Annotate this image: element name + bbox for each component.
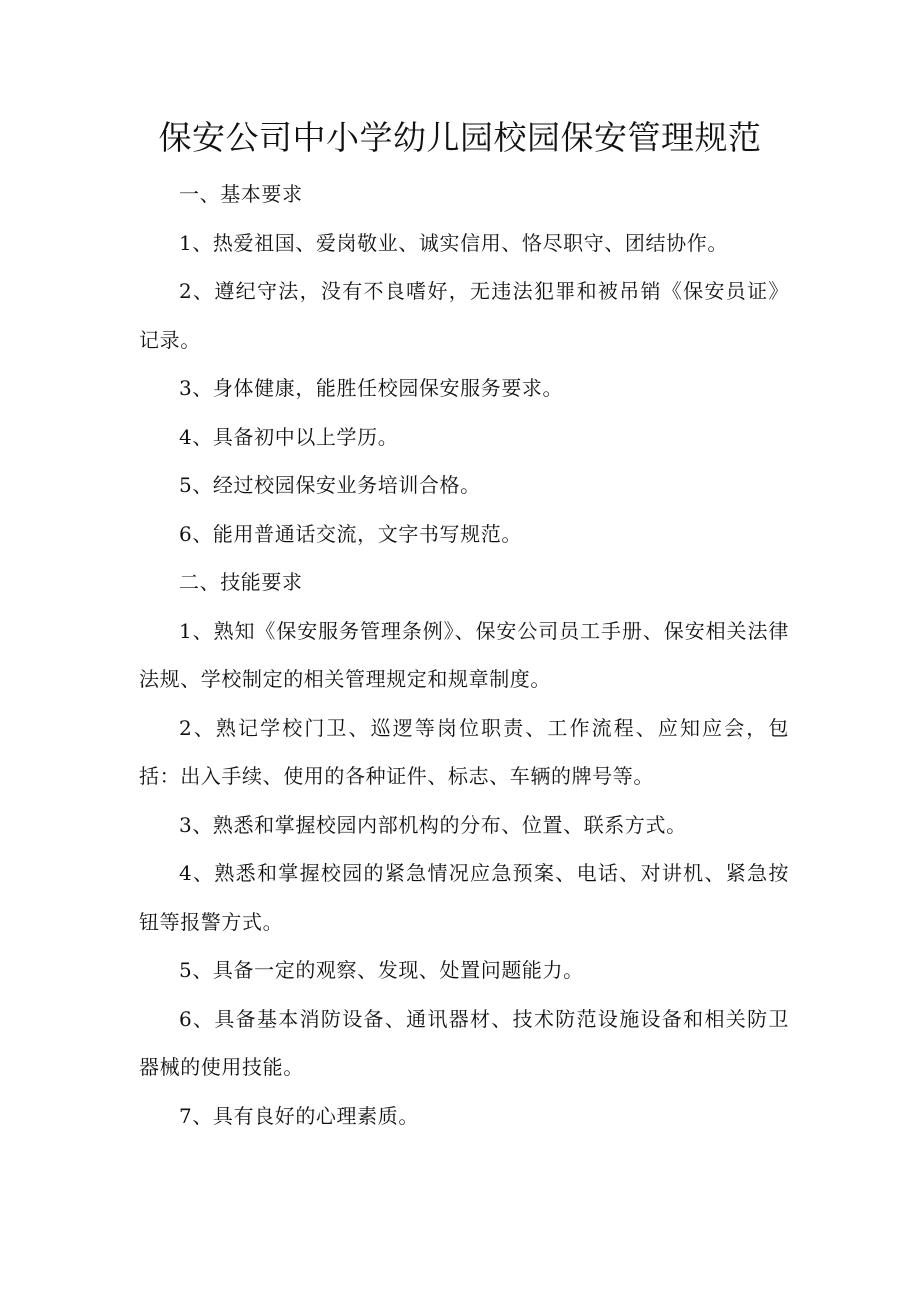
paragraph-basic-1: 1、热爱祖国、爱岗敬业、诚实信用、恪尽职守、团结协作。 [179,230,728,255]
paragraph-skills-1: 1、熟知《保安服务管理条例》、保安公司员工手册、保安相关法律法规、学校制定的相关管理规定和规章制度。 [139,618,789,691]
paragraph-skills-4: 4、熟悉和掌握校园的紧急情况应急预案、电话、对讲机、紧急按钮等报警方式。 [139,861,789,934]
paragraph-basic-4: 4、具备初中以上学历。 [179,424,399,449]
section-heading-skills: 二、技能要求 [179,570,303,594]
paragraph-skills-3: 3、熟悉和掌握校园内部机构的分布、位置、联系方式。 [179,812,687,837]
paragraph-skills-5: 5、具备一定的观察、发现、处置问题能力。 [179,958,584,982]
paragraph-basic-6: 6、能用普通话交流，文字书写规范。 [179,521,522,546]
document-title: 保安公司中小学幼儿园校园保安管理规范 [158,118,762,157]
paragraph-basic-5: 5、经过校园保安业务培训合格。 [179,473,481,497]
paragraph-skills-7: 7、具有良好的心理素质。 [179,1103,419,1128]
paragraph-basic-2: 2、遵纪守法，没有不良嗜好，无违法犯罪和被吊销《保安员证》记录。 [139,279,789,352]
paragraph-skills-6: 6、具备基本消防设备、通讯器材、技术防范设施设备和相关防卫器械的使用技能。 [139,1006,789,1079]
paragraph-skills-2: 2、熟记学校门卫、巡逻等岗位职责、工作流程、应知应会，包括：出入手续、使用的各种证件、标志、车辆的牌号等。 [139,715,789,788]
document-body [139,170,789,1140]
paragraph-basic-3: 3、身体健康，能胜任校园保安服务要求。 [179,376,564,400]
section-heading-basic: 一、基本要求 [179,182,303,206]
